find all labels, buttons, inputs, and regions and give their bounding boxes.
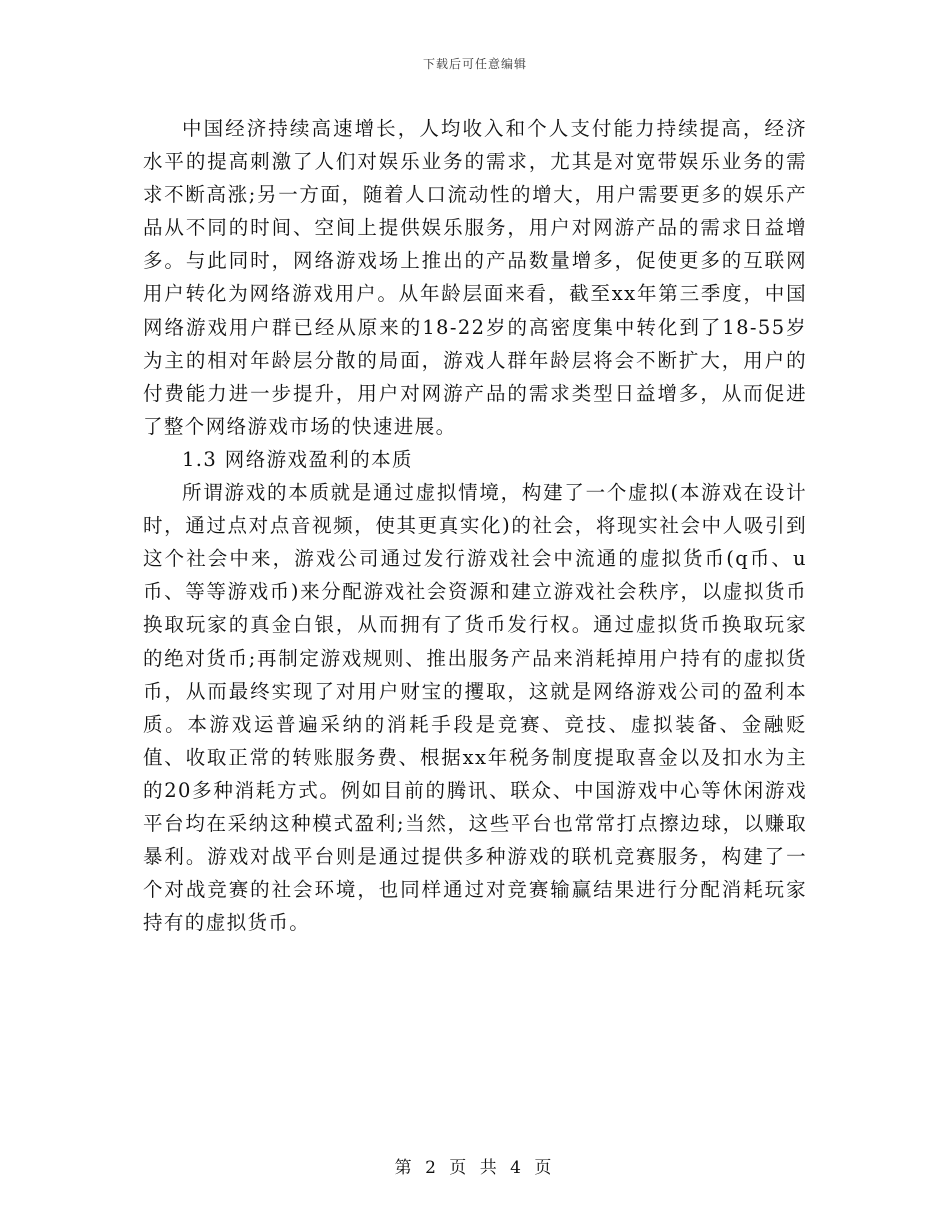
document-body	[143, 112, 807, 939]
page-number-footer: 第 2 页 共 4 页	[394, 1158, 556, 1178]
section-heading: 1.3 网络游戏盈利的本质	[182, 447, 413, 471]
paragraph-market-growth: 中国经济持续高速增长，人均收入和个人支付能力持续提高，经济水平的提高刺激了人们对娱乐业务的需求，尤其是对宽带娱乐业务的需求不断高涨;另一方面，随着人口流动性的增大，用户需要更多的娱乐产品从不同的时间、空间上提供娱乐服务，用户对网游产品的需求日益增多。与此同时，网络游戏场上推出的产品数量增多，促使更多的互联网用户转化为网络游戏用户。从年龄层面来看，截至xx年第三季度，中国网络游戏用户群已经从原来的18-22岁的高密度集中转化到了18-55岁为主的相对年龄层分散的局面，游戏人群年龄层将会不断扩大，用户的付费能力进一步提升，用户对网游产品的需求类型日益增多，从而促进了整个网络游戏市场的快速进展。	[143, 117, 807, 438]
header-note: 下载后可任意编辑	[422, 57, 527, 71]
paragraph-profit-essence: 所谓游戏的本质就是通过虚拟情境，构建了一个虚拟(本游戏在设计时，通过点对点音视频，使其更真实化)的社会，将现实社会中人吸引到这个社会中来，游戏公司通过发行游戏社会中流通的虚拟货币(q币、u币、等等游戏币)来分配游戏社会资源和建立游戏社会秩序，以虚拟货币换取玩家的真金白银，从而拥有了货币发行权。通过虚拟货币换取玩家的绝对货币;再制定游戏规则、推出服务产品来消耗掉用户持有的虚拟货币，从而最终实现了对用户财宝的攫取，这就是网络游戏公司的盈利本质。本游戏运普遍采纳的消耗手段是竞赛、竞技、虚拟装备、金融贬值、收取正常的转账服务费、根据xx年税务制度提取喜金以及扣水为主的20多种消耗方式。例如目前的腾讯、联众、中国游戏中心等休闲游戏平台均在采纳这种模式盈利;当然，这些平台也常常打点擦边球，以赚取暴利。游戏对战平台则是通过提供多种游戏的联机竞赛服务，构建了一个对战竞赛的社会环境，也同样通过对竞赛输赢结果进行分配消耗玩家持有的虚拟货币。	[143, 481, 807, 935]
